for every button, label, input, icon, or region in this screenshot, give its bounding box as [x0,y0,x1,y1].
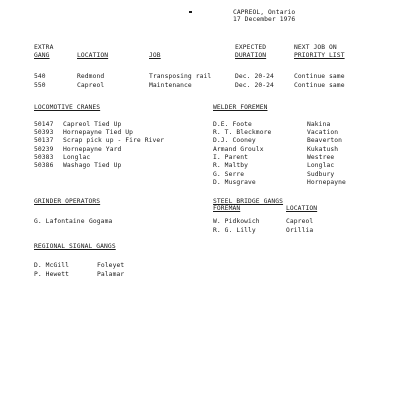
crane-id: 50239 [34,146,54,153]
bridge-foreman-name: W. Pidkowich [213,218,260,225]
crane-id: 50137 [34,137,54,144]
table-cell-location: Redmond [77,73,105,80]
welder-location: Nakina [307,121,331,128]
crane-status: Longlac [63,154,91,161]
welder-location: Westree [307,154,335,161]
crane-id: 50386 [34,162,54,169]
col-header-extra: EXTRA [34,44,54,51]
grinder-name: G. Lafontaine [34,218,85,225]
table-cell-gang: 550 [34,82,46,89]
crane-status: Hornepayne Tied Up [63,129,134,136]
crane-status: Washago Tied Up [63,162,122,169]
crane-status: Scrap pick up - Fire River [63,137,165,144]
welder-name: D.E. Foote [213,121,252,128]
section-title-steel-bridge-gangs: STEEL BRIDGE GANGS [213,198,284,205]
bridge-location: Capreol [286,218,314,225]
section-title-grinder-operators: GRINDER OPERATORS [34,198,101,205]
crane-id: 50383 [34,154,54,161]
col-header-bridge-location: LOCATION [286,205,318,212]
welder-location: Beaverton [307,137,343,144]
welder-name: D. Musgrave [213,179,256,186]
welder-location: Hornepayne [307,179,346,186]
welder-name: D.J. Cooney [213,137,256,144]
header-date: 17 December 1976 [233,16,296,23]
section-title-regional-signal-gangs: REGIONAL SIGNAL GANGS [34,243,116,250]
grinder-location: Gogama [89,218,113,225]
signal-gang-location: Foleyet [97,262,125,269]
section-title-welder-foremen: WELDER FOREMEN [213,104,268,111]
welder-location: Longlac [307,162,335,169]
crane-id: 50393 [34,129,54,136]
welder-name: G. Serre [213,171,245,178]
header-mark [189,11,192,13]
col-header-duration: DURATION [235,52,267,59]
table-cell-job: Maintenance [149,82,192,89]
signal-gang-location: Palamar [97,271,125,278]
col-header-priority-list: PRIORITY LIST [294,52,345,59]
table-cell-job: Transposing rail [149,73,212,80]
table-cell-next-job: Continue same [294,73,345,80]
bridge-foreman-name: R. G. Lilly [213,227,256,234]
table-cell-next-job: Continue same [294,82,345,89]
col-header-foreman: FOREMAN [213,205,241,212]
welder-name: R. Maltby [213,162,249,169]
welder-location: Vacation [307,129,339,136]
col-header-expected: EXPECTED [235,44,267,51]
table-cell-duration: Dec. 20-24 [235,82,274,89]
signal-gang-name: P. Hewett [34,271,70,278]
welder-name: R. T. Bleckmore [213,129,272,136]
crane-id: 50147 [34,121,54,128]
signal-gang-name: D. McGill [34,262,70,269]
welder-name: Armand Groulx [213,146,264,153]
bridge-location: Orillia [286,227,314,234]
header-place: CAPREOL, Ontario [233,9,296,16]
welder-location: Sudbury [307,171,335,178]
crane-status: Hornepayne Yard [63,146,122,153]
col-header-job: JOB [149,52,161,59]
col-header-gang: GANG [34,52,50,59]
table-cell-gang: 540 [34,73,46,80]
welder-name: I. Parent [213,154,249,161]
welder-location: Kukatush [307,146,339,153]
table-cell-location: Capreol [77,82,105,89]
col-header-location: LOCATION [77,52,109,59]
table-cell-duration: Dec. 20-24 [235,73,274,80]
section-title-locomotive-cranes: LOCOMOTIVE CRANES [34,104,101,111]
crane-status: Capreol Tied Up [63,121,122,128]
col-header-next-job: NEXT JOB ON [294,44,337,51]
